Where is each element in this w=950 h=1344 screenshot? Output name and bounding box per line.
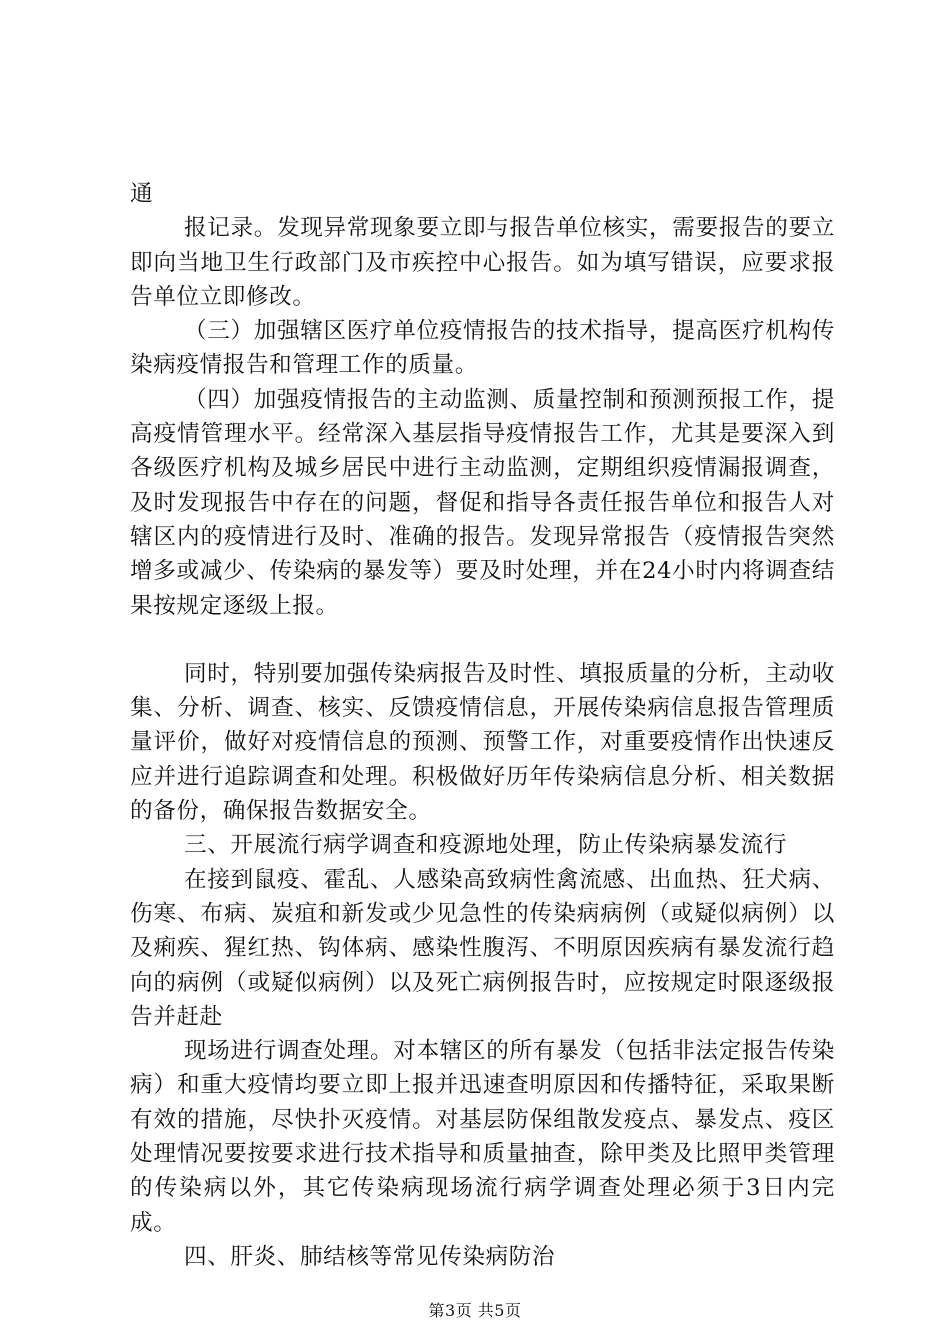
paragraph-field-investigation: 现场进行调查处理。对本辖区的所有暴发（包括非法定报告传染病）和重大疫情均要立即上报并迅速查明原因和传播特征，采取果断有效的措施，尽快扑灭疫情。对基层防保组散发疫点、暴发点、疫区处理情况要按要求进行技术指导和质量抽查，除甲类及比照甲类管理的传染病以外，其它传染病现场流行病学调查处理必须于3日内完成。 — [130, 1038, 835, 1236]
paragraph-meanwhile: 同时，特别要加强传染病报告及时性、填报质量的分析，主动收集、分析、调查、核实、反馈疫情信息，开展传染病信息报告管理质量评价，做好对疫情信息的预测、预警工作，对重要疫情作出快速反应并进行追踪调查和处理。积极做好历年传染病信息分析、相关数据的备份，确保报告数据安全。 — [130, 660, 835, 825]
paragraph-item-three: （三）加强辖区医疗单位疫情报告的技术指导，提高医疗机构传染病疫情报告和管理工作的质量。 — [130, 318, 835, 379]
paragraph-on-receiving-reports: 在接到鼠疫、霍乱、人感染高致病性禽流感、出血热、狂犬病、伤寒、布病、炭疽和新发或少见急性的传染病病例（或疑似病例）以及痢疾、猩红热、钩体病、感染性腹泻、不明原因疾病有暴发流行趋向的病例（或疑似病例）以及死亡病例报告时，应按规定时限逐级报告并赶赴 — [130, 866, 835, 1030]
section-heading-three: 三、开展流行病学调查和疫源地处理，防止传染病暴发流行 — [184, 832, 788, 859]
paragraph-item-four: （四）加强疫情报告的主动监测、质量控制和预测预报工作，提高疫情管理水平。经常深入基层指导疫情报告工作，尤其是要深入到各级医疗机构及城乡居民中进行主动监测，定期组织疫情漏报调查，及时发现报告中存在的问题，督促和指导各责任报告单位和报告人对辖区内的疫情进行及时、准确的报告。发现异常报告（疫情报告突然增多或减少、传染病的暴发等）要及时处理，并在24小时内将调查结果按规定逐级上报。 — [130, 386, 835, 619]
paragraph-spacer — [130, 623, 835, 657]
page-number-footer: 第3页 共5页 — [428, 1301, 522, 1320]
paragraph-report-records: 报记录。发现异常现象要立即与报告单位核实，需要报告的要立即向当地卫生行政部门及市疾控中心报告。如为填写错误，应要求报告单位立即修改。 — [130, 215, 835, 310]
document-body — [130, 177, 835, 1274]
section-heading-four: 四、肝炎、肺结核等常见传染病防治 — [184, 1243, 556, 1270]
paragraph-continuation-fragment: 通 — [130, 181, 154, 207]
